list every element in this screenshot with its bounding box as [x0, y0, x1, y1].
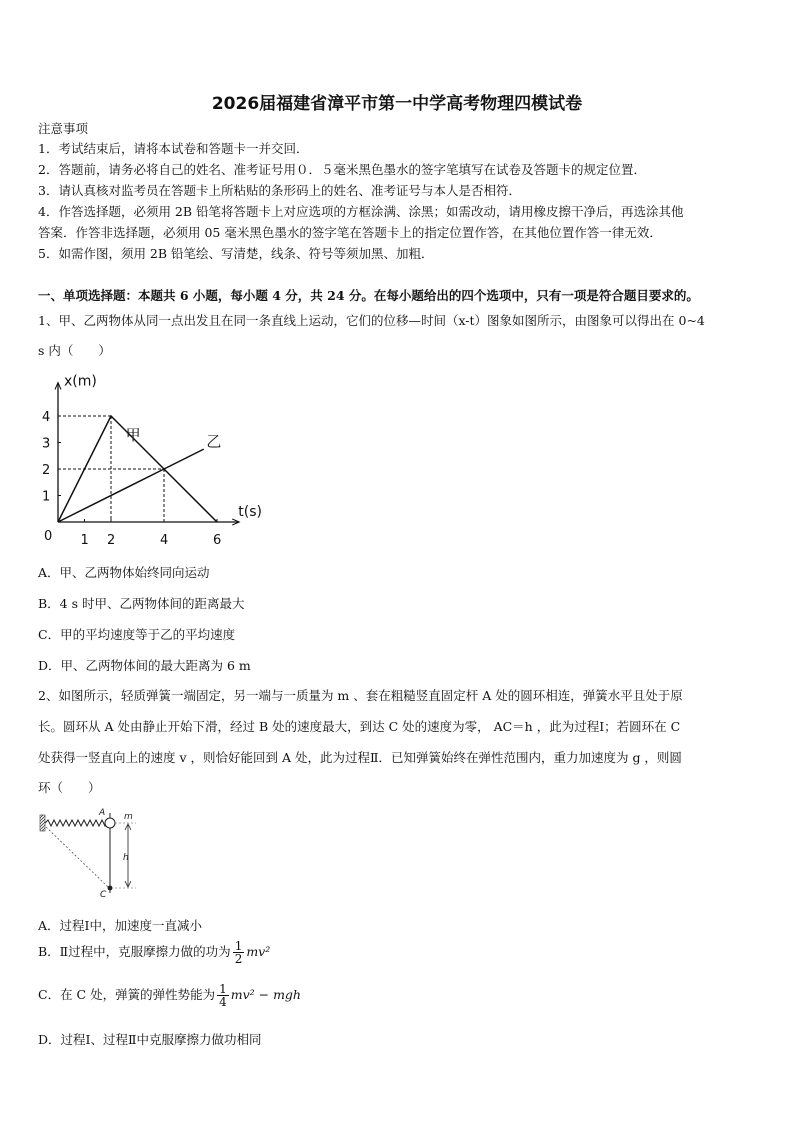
notice-item-4-cont: 答案．作答非选择题，必须用 05 毫米黑色墨水的签字笔在答题卡上的指定位置作答，在其他位置作答一律无效．	[38, 225, 662, 240]
series-label-yi: 乙	[206, 432, 222, 451]
q1-stem-line2: s 内（ ）	[38, 343, 111, 358]
x-tick-label: 4	[160, 533, 169, 548]
y-tick-label: 2	[42, 463, 51, 478]
notice-item-1: 1．考试结束后，请将本试卷和答题卡一并交回．	[38, 141, 309, 156]
q1-option-d: D．甲、乙两物体间的最大距离为 6 m	[38, 658, 251, 673]
series-line-2	[58, 449, 204, 522]
fraction-num: 1	[219, 982, 227, 996]
q2-spring-ring-figure	[38, 805, 158, 900]
q1-xt-chart	[30, 368, 290, 553]
fraction-den: 2	[234, 952, 243, 966]
wall	[40, 815, 45, 831]
q2-option-b-expr: mv²	[246, 944, 271, 959]
q2-option-c-text: C．在 C 处，弹簧的弹性势能为	[38, 987, 216, 1002]
notice-heading: 注意事项	[38, 121, 89, 136]
label-h: h	[123, 853, 129, 863]
x-tick-label: 2	[107, 533, 116, 548]
q2-option-c-expr: mv² − mgh	[230, 987, 301, 1002]
y-axis-label: x(m)	[64, 373, 97, 390]
q2-stem-line3: 处获得一竖直向上的速度 v ，则恰好能回到 A 处，此为过程Ⅱ．已知弹簧始终在弹性范围内，重力加速度为 g ，则圆	[38, 750, 682, 765]
q1-option-c: C．甲的平均速度等于乙的平均速度	[38, 627, 236, 642]
q1-option-a: A．甲、乙两物体始终同向运动	[38, 565, 210, 580]
q2-option-b	[38, 940, 270, 965]
fraction-half	[233, 940, 245, 965]
fraction-den: 4	[219, 995, 227, 1009]
x-tick-label: 1	[80, 533, 89, 548]
q2-option-b-text: B．Ⅱ过程中，克服摩擦力做的功为	[38, 944, 231, 959]
x-axis-label: t(s)	[238, 504, 262, 520]
q2-stem-line1: 2、如图所示，轻质弹簧一端固定，另一端与一质量为 m 、套在粗糙竖直固定杆 A 处的圆环相连，弹簧水平且处于原	[38, 688, 683, 703]
q2-option-d: D．过程Ⅰ、过程Ⅱ中克服摩擦力做功相同	[38, 1032, 262, 1047]
y-tick-label: 1	[42, 489, 51, 505]
section-heading: 一、单项选择题：本题共 6 小题，每小题 4 分，共 24 分。在每小题给出的四个选项中，只有一项是符合题目要求的。	[38, 288, 699, 303]
notice-item-2: 2．答题前，请务必将自己的姓名、准考证号用０．５毫米黑色墨水的签字笔填写在试卷及答题卡的规定位置．	[38, 162, 646, 177]
q2-stem-line2: 长。圆环从 A 处由静止开始下滑，经过 B 处的速度最大，到达 C 处的速度为零， AC＝h ，此为过程Ⅰ；若圆环在 C	[38, 719, 681, 734]
x-tick-label: 6	[213, 533, 222, 548]
spring	[45, 820, 113, 826]
point-c	[108, 886, 113, 891]
label-a: A	[99, 808, 106, 818]
dashed-spring-line	[46, 827, 108, 887]
label-m: m	[124, 812, 133, 822]
q1-stem-line1: 1、甲、乙两物体从同一点出发且在同一条直线上运动，它们的位移—时间（x-t）图象如图所示，由图象可以得出在 0~4	[38, 313, 705, 328]
page-title: 2026届福建省漳平市第一中学高考物理四模试卷	[211, 94, 583, 114]
q2-option-c	[38, 983, 301, 1008]
series-label-jia: 甲	[125, 425, 141, 444]
y-tick-label: 3	[42, 436, 51, 452]
fraction-quarter	[217, 983, 229, 1008]
notice-item-3: 3．请认真核对监考员在答题卡上所粘贴的条形码上的姓名、准考证号与本人是否相符．	[38, 183, 521, 198]
q2-option-a: A．过程Ⅰ中，加速度一直减小	[38, 918, 202, 933]
ring	[105, 818, 115, 828]
notice-item-4: 4．作答选择题，必须用 2B 铅笔将答题卡上对应选项的方框涂满、涂黑；如需改动，请用橡皮擦干净后，再选涂其他	[38, 204, 684, 219]
q1-option-b: B．4 s 时甲、乙两物体间的距离最大	[38, 596, 245, 611]
origin-label: 0	[44, 529, 53, 544]
notice-item-5: 5．如需作图，须用 2B 铅笔绘、写清楚，线条、符号等须加黑、加粗．	[38, 246, 434, 261]
label-c: C	[100, 890, 107, 900]
y-tick-label: 4	[42, 410, 51, 425]
q2-stem-line4: 环（ ）	[38, 780, 101, 795]
fraction-num: 1	[234, 939, 243, 953]
